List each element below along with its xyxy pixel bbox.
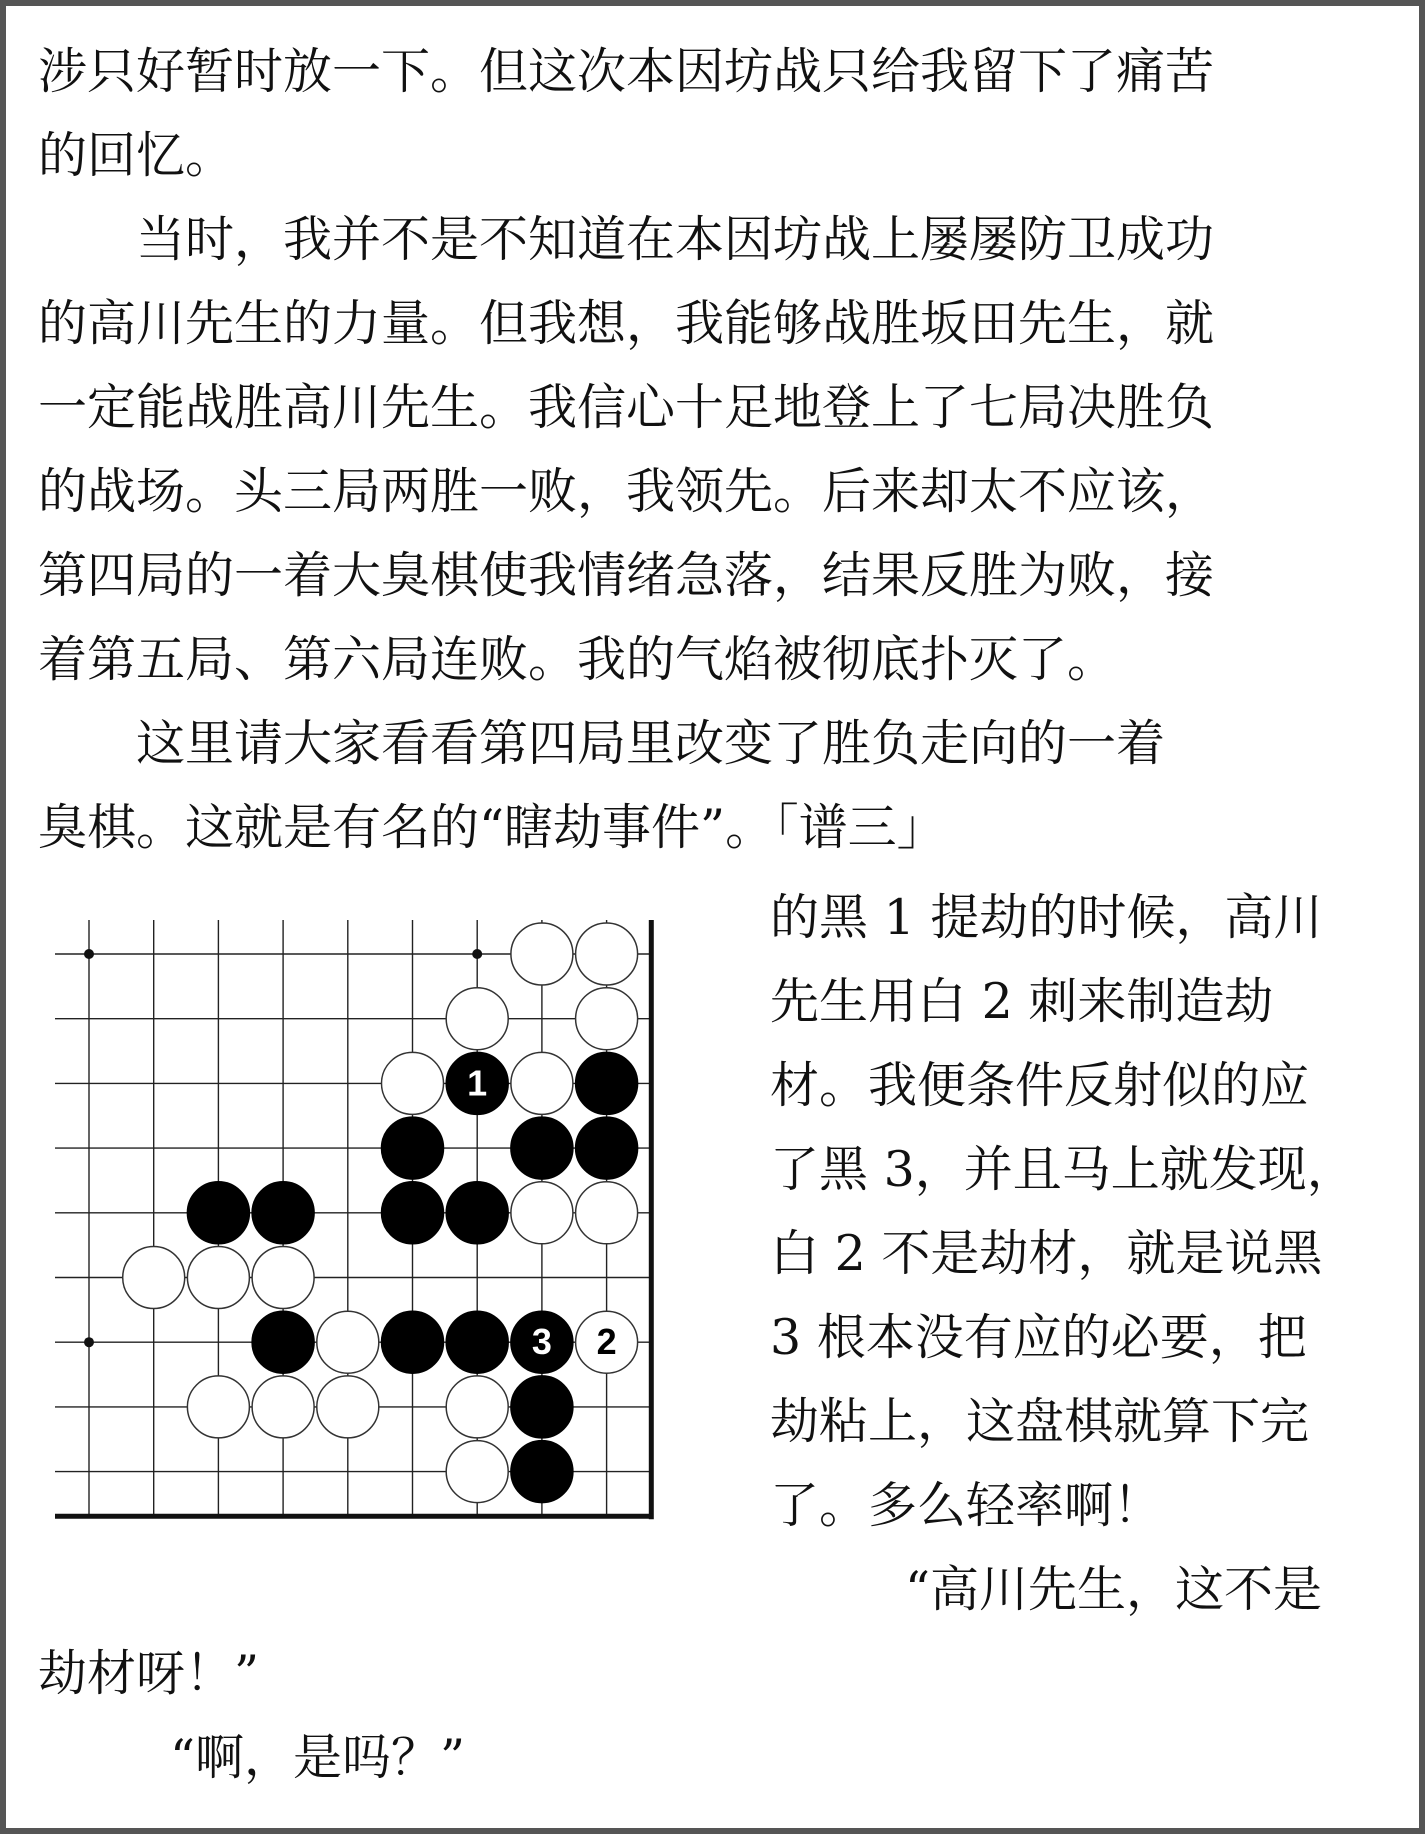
white-stone: [446, 1376, 508, 1438]
text-line: 的回忆。: [38, 127, 235, 184]
white-stone: [511, 1052, 573, 1114]
stone-number-label: 2: [596, 1321, 617, 1363]
white-stone: [576, 923, 638, 985]
black-stone: [576, 1117, 638, 1179]
black-stone: [252, 1311, 314, 1373]
white-stone: [576, 1182, 638, 1244]
text-line: 臭棋。这就是有名的“瞎劫事件”。「谱三」: [38, 799, 946, 856]
side-text-line: 的黑 1 提劫的时候，高川: [770, 889, 1323, 946]
text-line: 一定能战胜高川先生。我信心十足地登上了七局决胜负: [38, 379, 1215, 436]
black-stone: [382, 1182, 444, 1244]
stone-number-label: 3: [531, 1321, 552, 1363]
text-line: 的高川先生的力量。但我想，我能够战胜坂田先生，就: [38, 295, 1215, 352]
black-stone: [511, 1441, 573, 1503]
black-stone: [446, 1311, 508, 1373]
side-text-line: 3 根本没有应的必要，把: [770, 1309, 1307, 1366]
white-stone: [446, 988, 508, 1050]
black-stone: [382, 1311, 444, 1373]
side-text-line: 了。多么轻率啊！: [770, 1477, 1163, 1534]
white-stone: [187, 1247, 249, 1309]
quote-start: “高川先生，这不是: [905, 1561, 1323, 1618]
white-stone: [511, 923, 573, 985]
quote-end: 劫材呀！”: [38, 1645, 260, 1702]
text-line: 涉只好暂时放一下。但这次本因坊战只给我留下了痛苦: [38, 43, 1215, 100]
side-text-line: 先生用白 2 刺来制造劫: [770, 973, 1274, 1030]
white-stone: [382, 1052, 444, 1114]
black-stone: [511, 1117, 573, 1179]
black-stone: [252, 1182, 314, 1244]
text-line: 的战场。头三局两胜一败，我领先。后来却太不应该，: [38, 463, 1215, 520]
side-text-line: 劫粘上，这盘棋就算下完: [770, 1393, 1310, 1450]
go-board-diagram: [55, 920, 685, 1545]
black-stone: [382, 1117, 444, 1179]
white-stone: [576, 988, 638, 1050]
black-stone: [511, 1376, 573, 1438]
white-stone: [317, 1311, 379, 1373]
white-stone: [317, 1376, 379, 1438]
white-stone: [187, 1376, 249, 1438]
text-line: 这里请大家看看第四局里改变了胜负走向的一着: [38, 715, 1166, 772]
reply-line: “啊，是吗？”: [170, 1729, 466, 1786]
white-stone: [252, 1376, 314, 1438]
black-stone: [446, 1182, 508, 1244]
side-text-line: 材。我便条件反射似的应: [770, 1057, 1310, 1114]
white-stone: [446, 1441, 508, 1503]
side-text-line: 了黑 3，并且马上就发现，: [770, 1141, 1356, 1198]
white-stone: [511, 1182, 573, 1244]
text-line: 着第五局、第六局连败。我的气焰被彻底扑灭了。: [38, 631, 1117, 688]
text-line: 当时，我并不是不知道在本因坊战上屡屡防卫成功: [38, 211, 1215, 268]
black-stone: [576, 1052, 638, 1114]
text-line: 第四局的一着大臭棋使我情绪急落，结果反胜为败，接: [38, 547, 1215, 604]
stone-number-label: 1: [467, 1062, 488, 1104]
star-point: [84, 949, 94, 959]
side-text-line: 白 2 不是劫材，就是说黑: [770, 1225, 1323, 1282]
white-stone: [252, 1247, 314, 1309]
star-point: [84, 1337, 94, 1347]
white-stone: [123, 1247, 185, 1309]
black-stone: [187, 1182, 249, 1244]
star-point: [472, 949, 482, 959]
